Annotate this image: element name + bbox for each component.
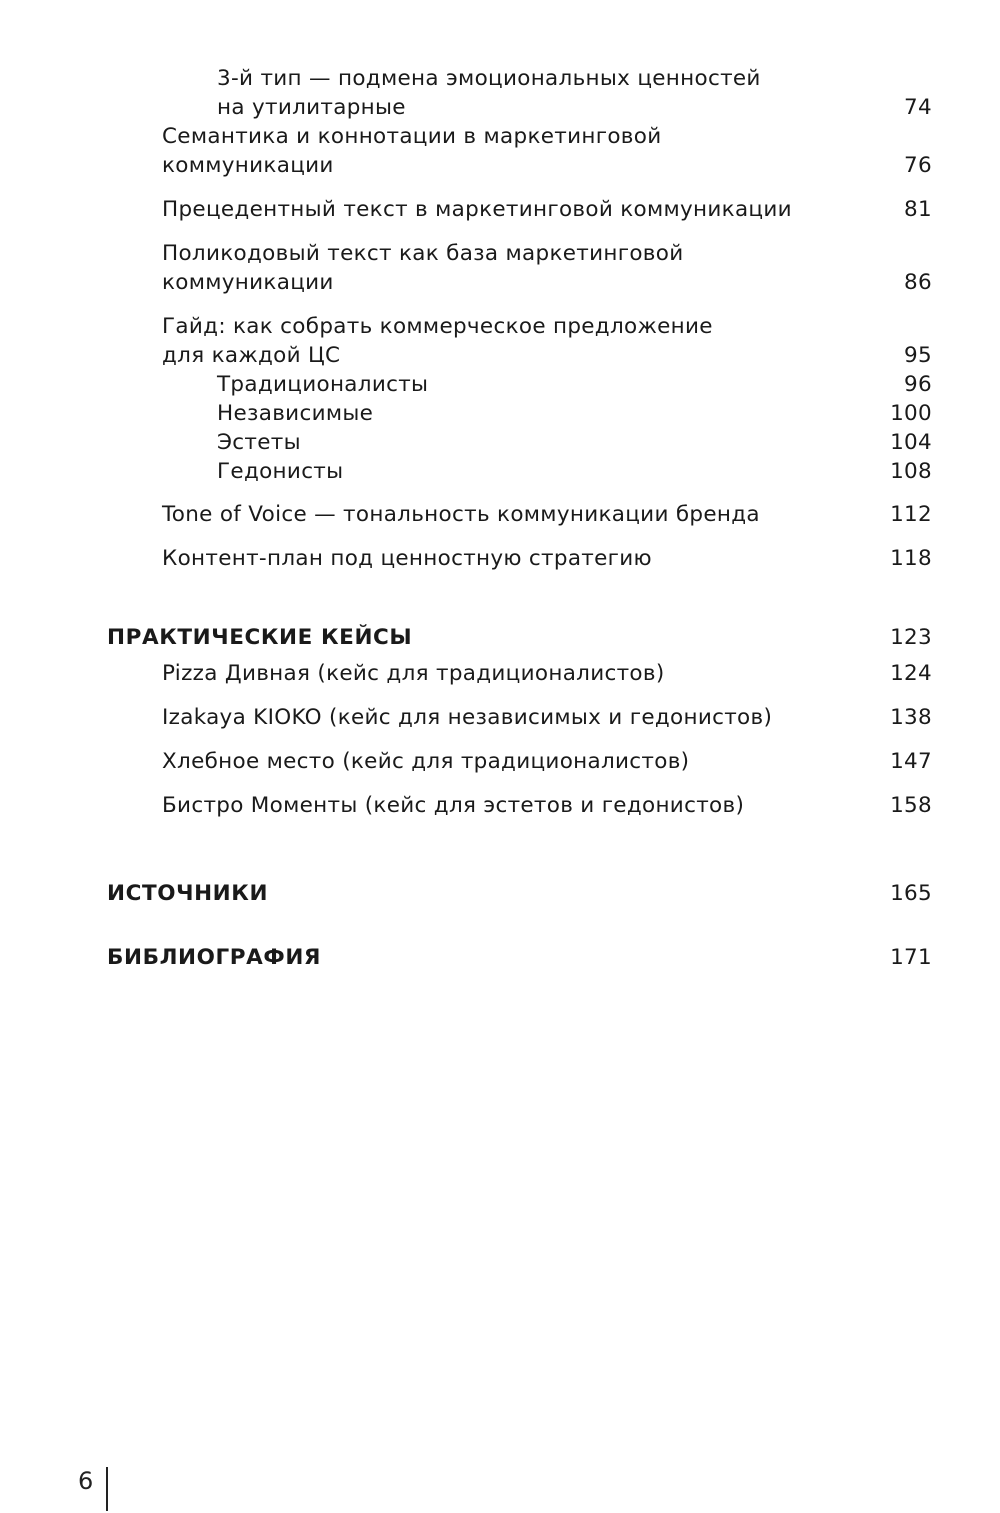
toc-entry-title: Хлебное место (кейс для традиционалистов) <box>162 749 690 774</box>
toc-entry-page: 165 <box>890 881 932 906</box>
toc-section-sources <box>0 879 1000 908</box>
toc-entry-title: Семантика и коннотации в маркетинговой коммуникации <box>162 124 662 178</box>
toc-entry-title: Контент-план под ценностную стратегию <box>162 546 652 571</box>
toc-entry-title: 3-й тип — подмена эмоциональных ценностей на утилитарные <box>217 66 761 120</box>
toc-section-title: ИСТОЧНИКИ <box>107 881 269 906</box>
toc-entry-hedonists <box>0 457 1000 486</box>
toc-entry-aesthetes <box>0 428 1000 457</box>
toc-entry-page: 108 <box>890 459 932 484</box>
toc-entry-title: Независимые <box>217 401 374 426</box>
toc-entry-traditionalists <box>0 370 1000 399</box>
toc-entry-title: Гедонисты <box>217 459 344 484</box>
toc-section-bibliography <box>0 943 1000 972</box>
toc-entry-page: 147 <box>890 749 932 774</box>
toc-entry-page: 123 <box>890 625 932 650</box>
toc-entry-page: 138 <box>890 705 932 730</box>
toc-entry-guide <box>0 312 1000 370</box>
toc-entry-page: 158 <box>890 793 932 818</box>
toc-entry-page: 112 <box>890 502 932 527</box>
toc-entry-page: 81 <box>904 197 932 222</box>
toc-entry-page: 76 <box>904 153 932 178</box>
toc-entry-page: 118 <box>890 546 932 571</box>
toc-entry-title: Прецедентный текст в маркетинговой коммуникации <box>162 197 792 222</box>
toc-entry-precedent-text <box>0 195 1000 224</box>
toc-entry-page: 96 <box>904 372 932 397</box>
page-number-rule <box>106 1467 108 1511</box>
toc-entry-page: 104 <box>890 430 932 455</box>
toc-entry-title: Бистро Моменты (кейс для эстетов и гедонистов) <box>162 793 745 818</box>
toc-entry-title: Традиционалисты <box>217 372 429 397</box>
toc-entry-title: Tone of Voice — тональность коммуникации бренда <box>162 502 760 527</box>
toc-section-title: ПРАКТИЧЕСКИЕ КЕЙСЫ <box>107 625 413 650</box>
toc-entry-page: 100 <box>890 401 932 426</box>
toc-entry-content-plan <box>0 544 1000 573</box>
toc-section-practical-cases <box>0 623 1000 652</box>
toc-entry-khlebnoe-mesto <box>0 747 1000 776</box>
toc-entry-page: 124 <box>890 661 932 686</box>
toc-entry-page: 86 <box>904 270 932 295</box>
toc-entry-polycode-text <box>0 239 1000 297</box>
toc-entry-tone-of-voice <box>0 500 1000 529</box>
toc-entry-bistro-momenty <box>0 791 1000 820</box>
toc-entry-pizza-divnaya <box>0 659 1000 688</box>
toc-entry-title: Поликодовый текст как база маркетинговой коммуникации <box>162 241 684 295</box>
toc-entry-page: 171 <box>890 945 932 970</box>
toc-entry-izakaya-kioko <box>0 703 1000 732</box>
toc-entry-independents <box>0 399 1000 428</box>
toc-entry-title: Эстеты <box>217 430 301 455</box>
page-number: 6 <box>78 1467 94 1495</box>
toc-entry-page: 95 <box>904 343 932 368</box>
toc-entry-semantics <box>0 122 1000 180</box>
toc-entry-title: Pizza Дивная (кейс для традиционалистов) <box>162 661 665 686</box>
toc-entry-page: 74 <box>904 95 932 120</box>
toc-entry-emotional-values <box>0 64 1000 122</box>
toc-entry-title: Izakaya KIOKO (кейс для независимых и гедонистов) <box>162 705 773 730</box>
toc-section-title: БИБЛИОГРАФИЯ <box>107 945 322 970</box>
toc-entry-title: Гайд: как собрать коммерческое предложение для каждой ЦС <box>162 314 713 368</box>
